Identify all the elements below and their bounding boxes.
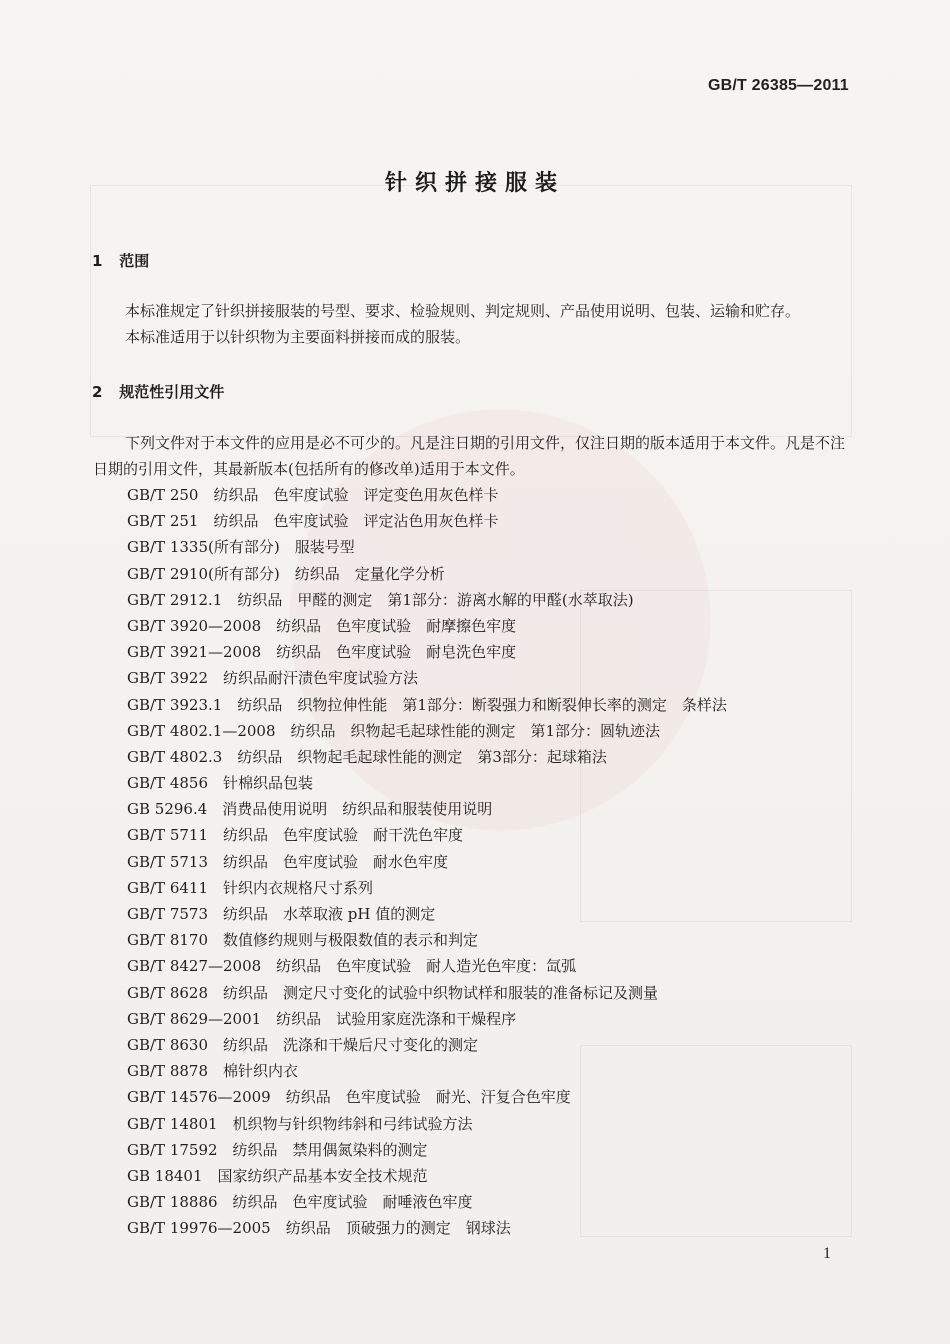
reference-item: GB/T 2910(所有部分) 纺织品 定量化学分析 [127, 564, 445, 583]
reference-item: GB/T 14801 机织物与针织物纬斜和弓纬试验方法 [127, 1114, 473, 1133]
reference-item: GB/T 2912.1 纺织品 甲醛的测定 第1部分：游离水解的甲醛(水萃取法) [127, 590, 634, 609]
reference-item: GB/T 6411 针织内衣规格尺寸系列 [127, 878, 374, 897]
section-number: 1 [92, 252, 103, 270]
reference-item: GB/T 8427—2008 纺织品 色牢度试验 耐人造光色牢度：氙弧 [127, 957, 577, 976]
reference-item: GB/T 3920—2008 纺织品 色牢度试验 耐摩擦色牢度 [127, 616, 517, 635]
reference-list [127, 482, 857, 1241]
reference-item: GB/T 8170 数值修约规则与极限数值的表示和判定 [127, 931, 479, 950]
reference-item: GB/T 7573 纺织品 水萃取液 pH 值的测定 [127, 905, 436, 923]
standard-code: GB/T 26385—2011 [708, 77, 849, 94]
section-2-heading [92, 381, 224, 402]
reference-item: GB/T 5713 纺织品 色牢度试验 耐水色牢度 [127, 852, 449, 871]
reference-item: GB/T 17592 纺织品 禁用偶氮染料的测定 [127, 1140, 428, 1159]
reference-item: GB/T 4856 针棉织品包装 [127, 774, 314, 793]
reference-item: GB/T 14576—2009 纺织品 色牢度试验 耐光、汗复合色牢度 [127, 1088, 571, 1107]
reference-item: GB/T 8878 棉针织内衣 [127, 1062, 299, 1081]
scope-paragraph: 本标准适用于以针织物为主要面料拼接而成的服装。 [125, 328, 471, 346]
reference-item: GB/T 250 纺织品 色牢度试验 评定变色用灰色样卡 [127, 486, 499, 504]
page-number: 1 [823, 1245, 831, 1262]
reference-item: GB/T 3921—2008 纺织品 色牢度试验 耐皂洗色牢度 [127, 643, 517, 662]
section-title: 规范性引用文件 [119, 383, 225, 401]
reference-item: GB 18401 国家纺织产品基本安全技术规范 [127, 1166, 428, 1185]
reference-item: GB/T 18886 纺织品 色牢度试验 耐唾液色牢度 [127, 1193, 473, 1212]
reference-item: GB/T 3923.1 纺织品 织物拉伸性能 第1部分：断裂强力和断裂伸长率的测定 条样法 [127, 695, 727, 714]
document-title: 针织拼接服装 [384, 170, 565, 196]
scope-paragraph: 本标准规定了针织拼接服装的号型、要求、检验规则、判定规则、产品使用说明、包装、运输和贮存。 [125, 302, 801, 320]
reference-item: GB/T 8628 纺织品 测定尺寸变化的试验中织物试样和服装的准备标记及测量 [127, 983, 659, 1002]
reference-item: GB/T 3922 纺织品耐汗渍色牢度试验方法 [127, 669, 419, 688]
reference-item: GB/T 19976—2005 纺织品 顶破强力的测定 钢球法 [127, 1219, 511, 1238]
reference-item: GB/T 8630 纺织品 洗涤和干燥后尺寸变化的测定 [127, 1035, 479, 1054]
reference-item: GB/T 5711 纺织品 色牢度试验 耐干洗色牢度 [127, 826, 464, 845]
reference-item: GB 5296.4 消费品使用说明 纺织品和服装使用说明 [127, 800, 493, 819]
reference-item: GB/T 1335(所有部分) 服装号型 [127, 538, 355, 557]
section-1-heading [92, 250, 149, 271]
reference-item: GB/T 251 纺织品 色牢度试验 评定沾色用灰色样卡 [127, 512, 499, 531]
reference-item: GB/T 4802.3 纺织品 织物起毛起球性能的测定 第3部分：起球箱法 [127, 747, 607, 766]
section-title: 范围 [119, 252, 150, 270]
section-number: 2 [92, 383, 103, 401]
reference-item: GB/T 4802.1—2008 纺织品 织物起毛起球性能的测定 第1部分：圆轨迹法 [127, 721, 661, 740]
normative-references-intro: 下列文件对于本文件的应用是必不可少的。凡是注日期的引用文件，仅注日期的版本适用于本文件。凡是不注日期的引用文件，其最新版本(包括所有的修改单)适用于本文件。 [93, 434, 846, 478]
reference-item: GB/T 8629—2001 纺织品 试验用家庭洗涤和干燥程序 [127, 1009, 517, 1028]
